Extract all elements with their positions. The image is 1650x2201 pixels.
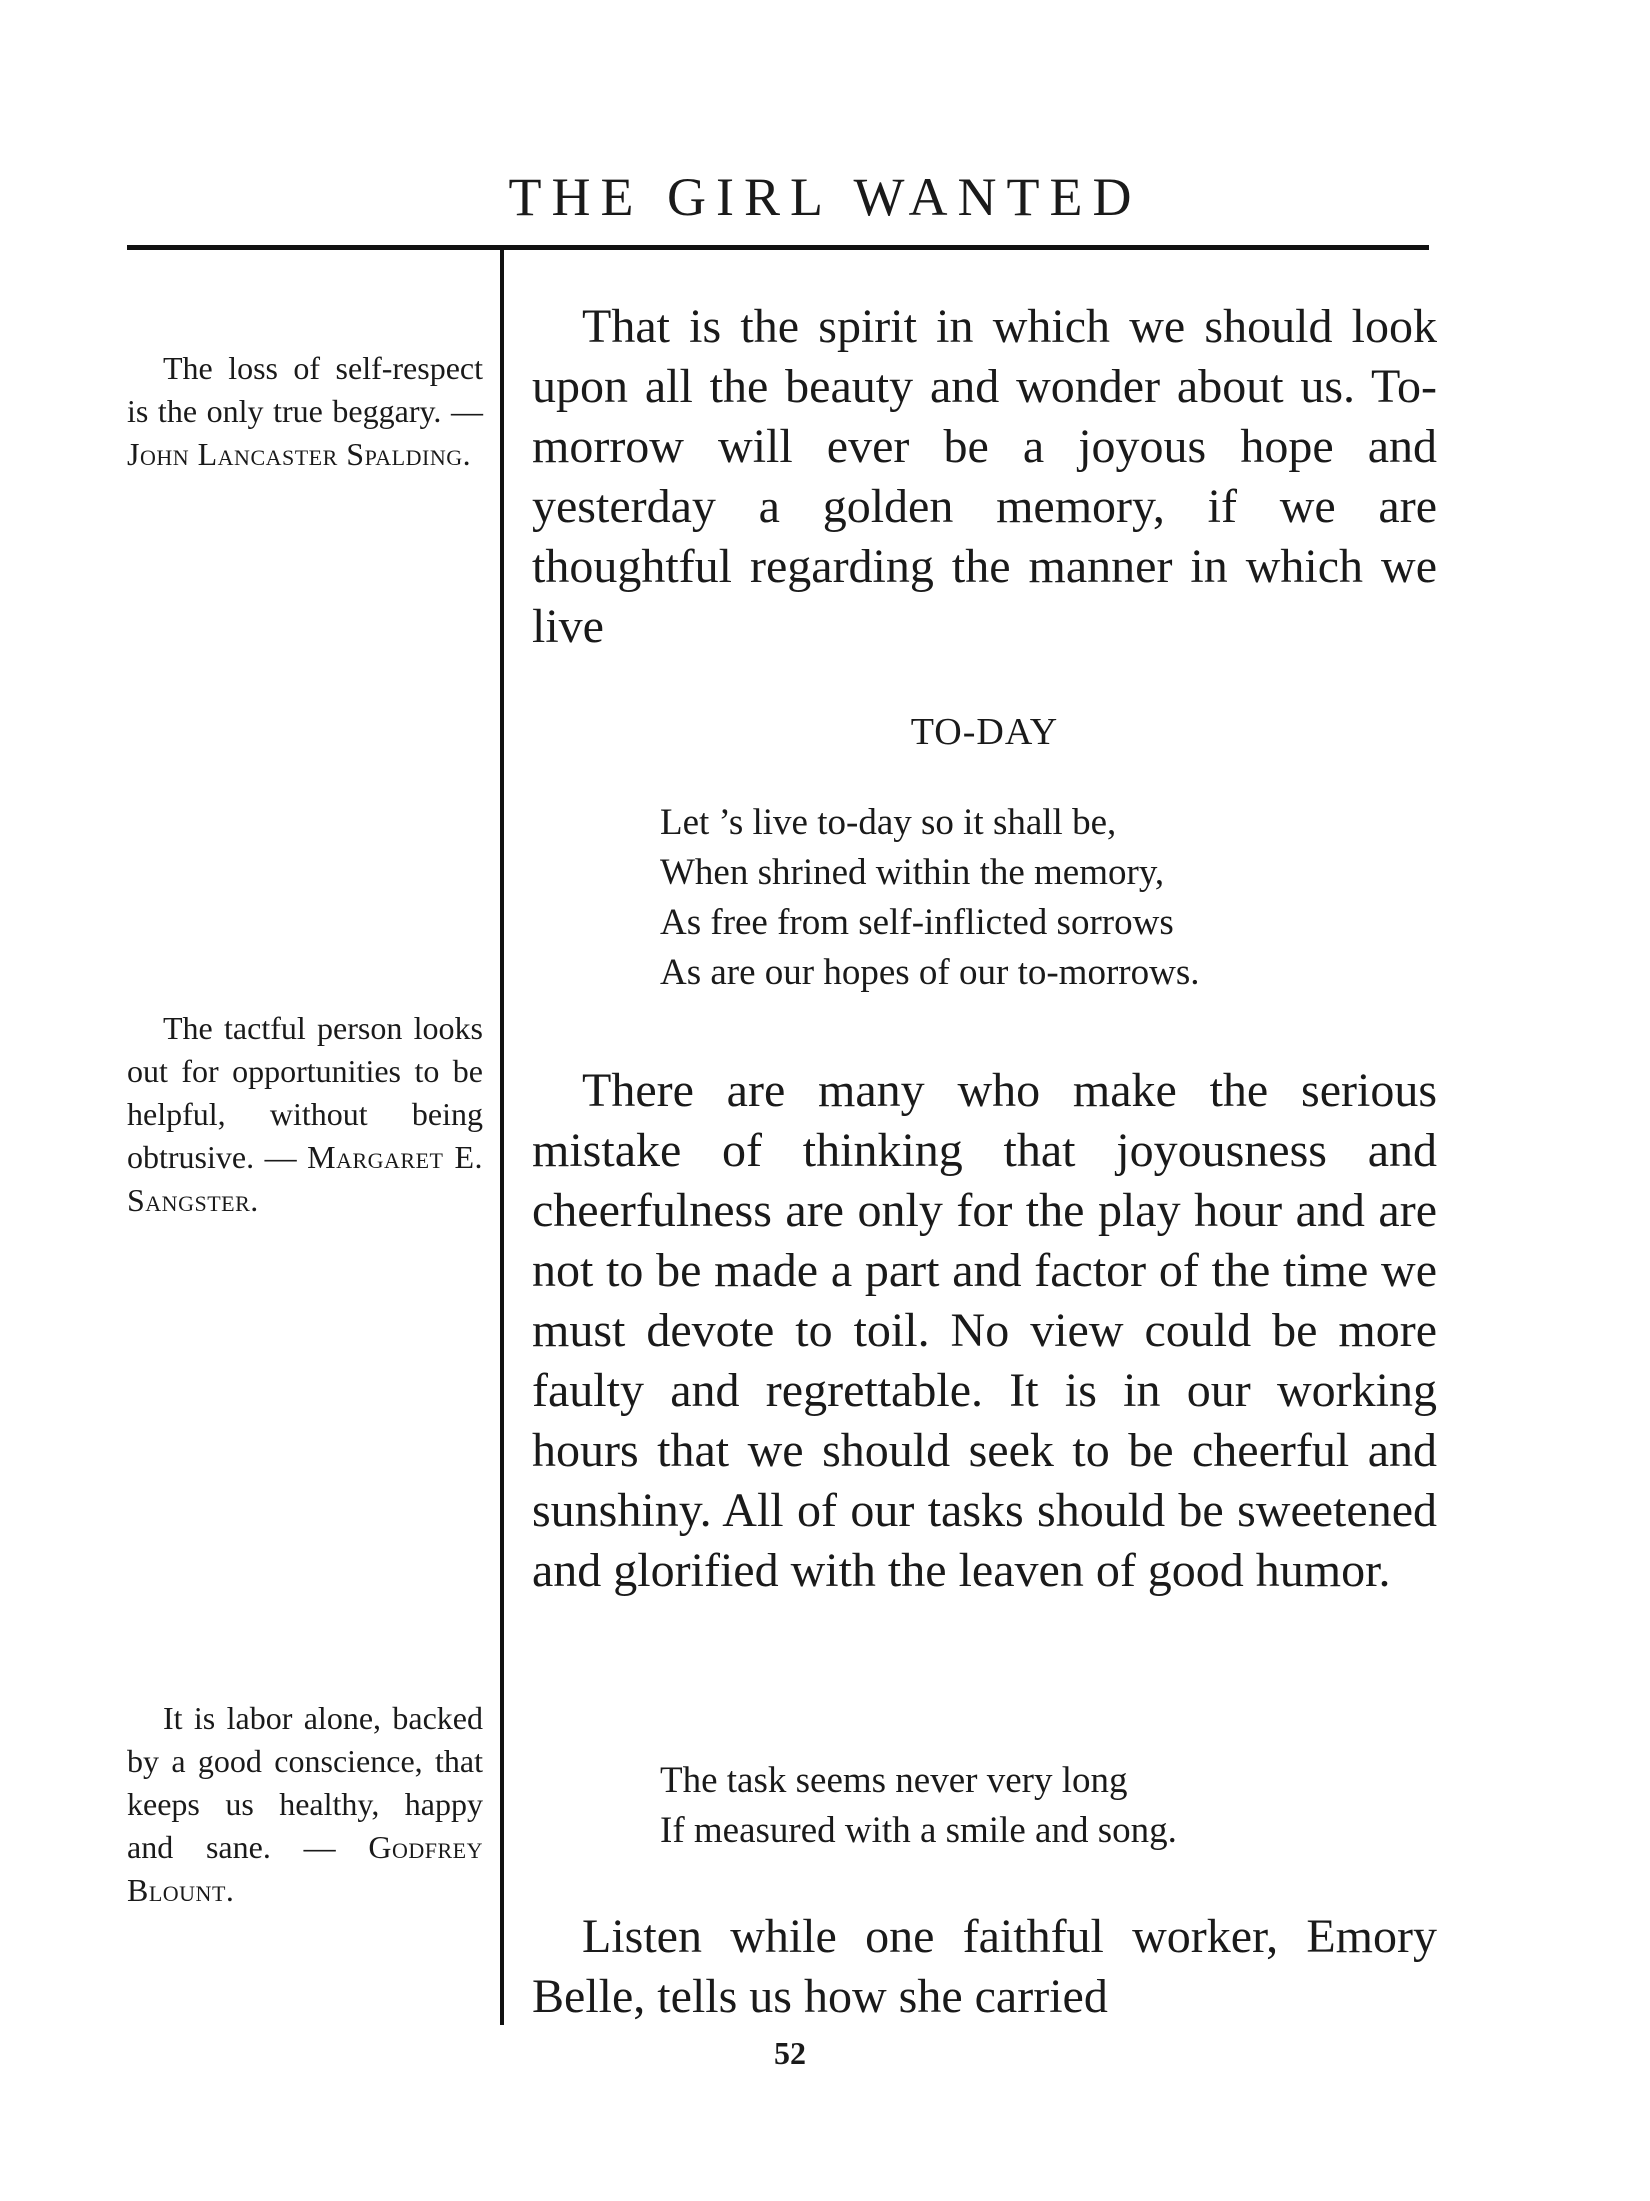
side-note-1-author: John Lancaster Spalding. xyxy=(127,436,472,472)
poem-line: As free from self-inflicted sorrows xyxy=(660,902,1174,943)
main-paragraph-2: There are many who make the serious mistake of thinking that joyousness and cheerfulness are only for the play hour and are not to be made a part and factor of the time we must devote to toil. No view could be more faulty and regrettable. It is in our working hours that we should seek to be cheerful and sunshiny. All of our tasks should be sweetened and glorified with the leaven of good humor. xyxy=(532,1064,1437,1597)
poem-couplet xyxy=(660,1756,1420,1856)
side-note-1-body xyxy=(127,347,483,476)
side-note-3-body xyxy=(127,1697,483,1912)
side-note-3 xyxy=(127,1697,483,1912)
poem-title: TO-DAY xyxy=(910,711,1059,753)
side-note-2-author: Margaret E. Sangster. xyxy=(127,1139,484,1218)
main-paragraph-1: That is the spirit in which we should look upon all the beauty and wonder about us. To-morrow will ever be a joyous hope and yesterday a golden memory, if we are thoughtful regarding the manner in which we live xyxy=(532,300,1437,653)
page-title: THE GIRL WANTED xyxy=(508,167,1142,227)
side-note-1-text: The loss of self-respect is the only true beggary. — xyxy=(127,350,483,429)
side-note-1 xyxy=(127,347,483,476)
poem-line: If measured with a smile and song. xyxy=(660,1810,1177,1851)
side-note-2-body xyxy=(127,1007,483,1222)
main-paragraph-3: Listen while one faithful worker, Emory Belle, tells us how she carried xyxy=(532,1910,1437,2023)
poem-line: When shrined within the memory, xyxy=(660,852,1165,893)
poem-line: The task seems never very long xyxy=(660,1760,1128,1801)
poem-line: Let ’s live to-day so it shall be, xyxy=(660,802,1117,843)
page-number: 52 xyxy=(774,2035,806,2071)
column-divider xyxy=(500,245,504,2025)
side-note-2 xyxy=(127,1007,483,1222)
side-note-3-author: Godfrey Blount. xyxy=(127,1829,483,1908)
side-note-3-text: It is labor alone, backed by a good conscience, that keeps us healthy, happy and sane. — xyxy=(127,1700,483,1865)
side-note-2-text: The tactful person looks out for opportunities to be helpful, without being obtrusive. — xyxy=(127,1010,483,1175)
poem-today xyxy=(660,798,1420,998)
header-rule xyxy=(127,245,1429,250)
poem-line: As are our hopes of our to-morrows. xyxy=(660,952,1200,993)
